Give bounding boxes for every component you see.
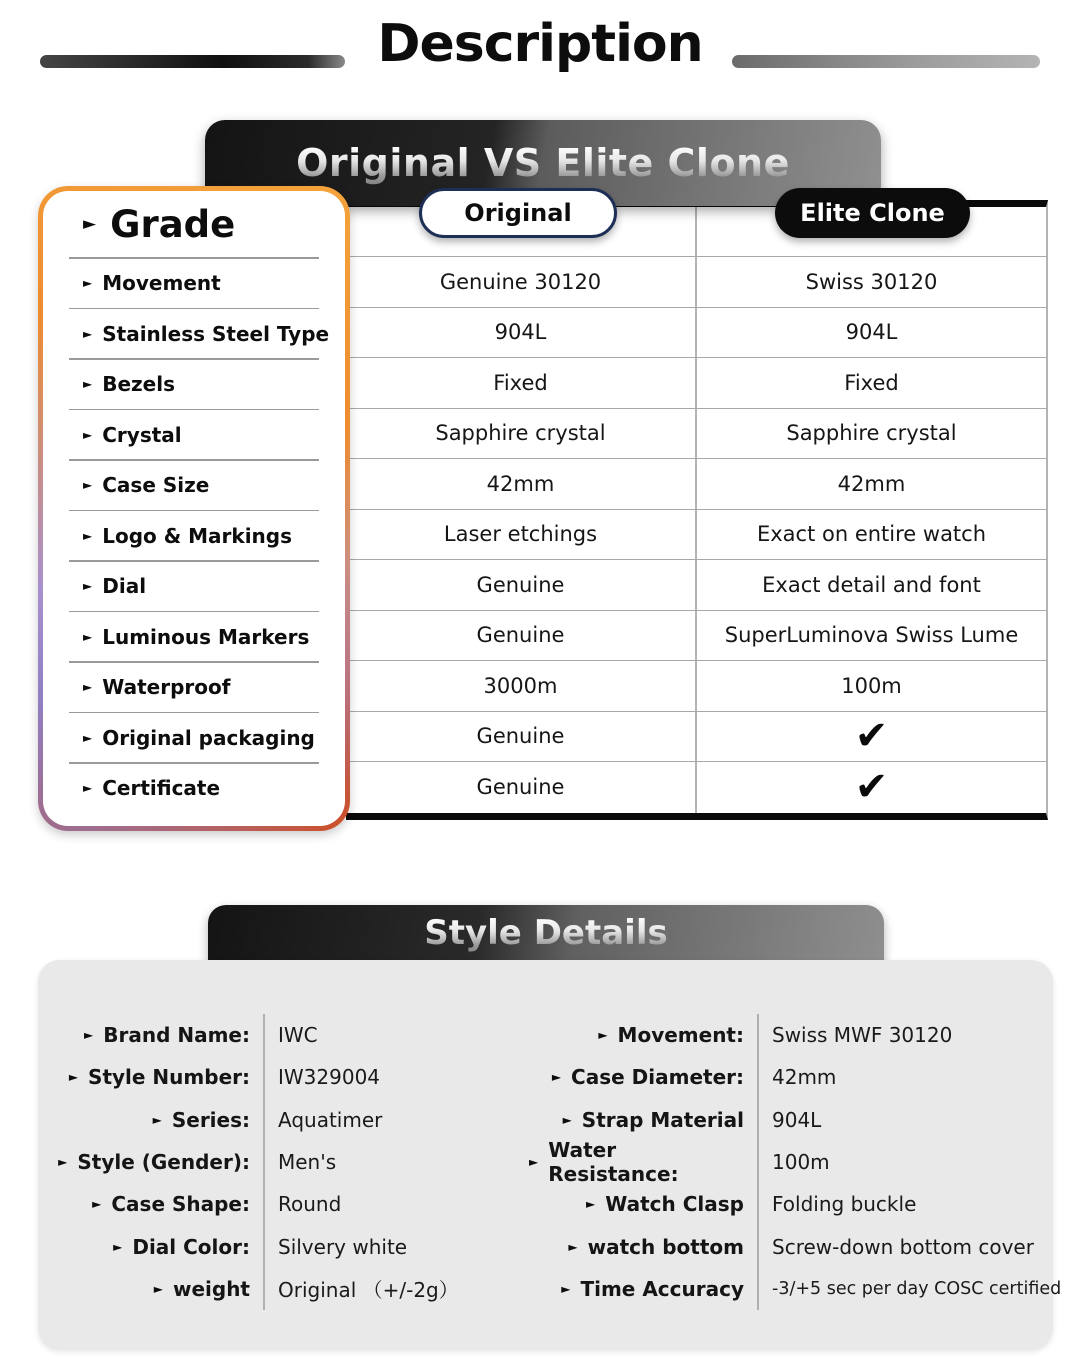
spec-row xyxy=(529,1138,1061,1187)
title-rule-left xyxy=(40,55,345,68)
grade-item xyxy=(43,410,345,459)
spec-label-text: weight xyxy=(172,1276,250,1301)
grade-item xyxy=(43,360,345,409)
grade-card-inner xyxy=(43,191,345,826)
spec-row xyxy=(55,1268,459,1310)
spec-value: 904L xyxy=(757,1099,821,1141)
spec-label xyxy=(55,1108,250,1132)
spec-label-text: Brand Name: xyxy=(103,1023,250,1048)
spec-value: IW329004 xyxy=(263,1056,380,1098)
grade-item-label: Certificate xyxy=(102,776,221,800)
grade-item xyxy=(43,663,345,712)
spec-label-text: Movement: xyxy=(617,1023,744,1048)
spec-label xyxy=(55,1065,250,1089)
bullet-icon: ► xyxy=(83,478,93,492)
bullet-icon: ► xyxy=(83,326,93,341)
table-row xyxy=(346,257,1046,308)
comparison-banner-title: Original VS Elite Clone xyxy=(296,141,790,185)
grade-item-label: Luminous Markers xyxy=(102,624,310,649)
spec-row xyxy=(55,1141,459,1183)
original-cell: Genuine xyxy=(346,611,697,661)
spec-row xyxy=(55,1225,459,1267)
style-details-right-column xyxy=(529,1014,1061,1310)
spec-row xyxy=(529,1014,1061,1056)
grade-item xyxy=(43,511,345,560)
style-details-banner-title: Style Details xyxy=(424,913,668,953)
elite-cell: Exact detail and font xyxy=(762,572,981,597)
original-cell: 904L xyxy=(346,308,697,358)
bullet-icon: ► xyxy=(83,730,93,745)
bullet-icon: ► xyxy=(83,680,93,694)
spec-label-text: Strap Material xyxy=(581,1107,744,1132)
bullet-icon: ► xyxy=(551,1070,562,1085)
elite-cell: 42mm xyxy=(837,471,906,496)
check-icon: ✔ xyxy=(854,764,889,811)
bullet-icon: ► xyxy=(83,377,93,391)
bullet-icon: ► xyxy=(83,781,93,795)
original-cell: Sapphire crystal xyxy=(346,409,697,459)
spec-label-text: watch bottom xyxy=(587,1234,744,1259)
original-cell: Genuine xyxy=(346,712,697,762)
grade-item-label: Dial xyxy=(102,574,147,598)
bullet-icon: ► xyxy=(92,1197,102,1212)
elite-clone-column-pill: Elite Clone xyxy=(775,188,970,238)
original-cell: Laser etchings xyxy=(346,510,697,560)
table-row xyxy=(346,661,1046,712)
table-row xyxy=(346,560,1046,611)
elite-cell: Exact on entire watch xyxy=(756,522,987,547)
bullet-icon: ► xyxy=(586,1197,596,1212)
elite-cell: Fixed xyxy=(844,370,899,395)
grade-item xyxy=(43,713,345,762)
style-details-left-column xyxy=(55,1014,459,1310)
original-cell: 42mm xyxy=(346,459,697,509)
original-cell: Genuine 30120 xyxy=(346,257,697,307)
bullet-icon: ► xyxy=(83,528,93,543)
table-row xyxy=(346,712,1046,763)
table-row xyxy=(346,762,1046,813)
grade-item xyxy=(43,562,345,611)
elite-cell: Sapphire crystal xyxy=(786,421,957,446)
spec-row xyxy=(55,1014,459,1056)
spec-label-text: Series: xyxy=(171,1107,250,1132)
spec-label xyxy=(529,1138,744,1186)
spec-label-text: Time Accuracy xyxy=(580,1276,744,1301)
spec-value: 42mm xyxy=(757,1056,836,1098)
title-rule-right xyxy=(732,55,1040,68)
spec-label-text: Dial Color: xyxy=(132,1234,250,1259)
table-row xyxy=(346,459,1046,510)
spec-label-text: Case Shape: xyxy=(111,1192,250,1217)
table-row xyxy=(346,409,1046,460)
spec-label xyxy=(529,1235,744,1259)
bullet-icon: ► xyxy=(598,1028,608,1043)
spec-value: Silvery white xyxy=(263,1225,407,1267)
grade-title xyxy=(43,191,345,257)
page-title: Description xyxy=(377,14,703,74)
bullet-icon: ► xyxy=(83,276,93,290)
spec-label-text: Style Number: xyxy=(88,1065,250,1090)
spec-label-text: Watch Clasp xyxy=(605,1192,744,1217)
spec-row xyxy=(55,1056,459,1098)
elite-cell: 904L xyxy=(845,320,898,345)
spec-value: Round xyxy=(263,1183,341,1225)
spec-value: IWC xyxy=(263,1014,318,1056)
spec-value: Aquatimer xyxy=(263,1099,382,1141)
table-row xyxy=(346,510,1046,561)
grade-item xyxy=(43,612,345,661)
bullet-icon: ► xyxy=(152,1112,162,1127)
spec-row xyxy=(529,1056,1061,1098)
table-row xyxy=(346,611,1046,662)
grade-item-label: Logo & Markings xyxy=(102,523,293,548)
elite-cell: SuperLuminova Swiss Lume xyxy=(724,623,1019,648)
spec-value: Original （+/-2g） xyxy=(263,1268,459,1310)
grade-item-label: Bezels xyxy=(102,372,176,396)
spec-label xyxy=(529,1108,744,1132)
grade-item-label: Case Size xyxy=(102,473,210,497)
spec-label xyxy=(529,1023,744,1047)
grade-item xyxy=(43,461,345,510)
spec-row xyxy=(55,1099,459,1141)
spec-row xyxy=(529,1225,1061,1267)
original-cell: Genuine xyxy=(346,560,697,610)
grade-item-label: Stainless Steel Type xyxy=(102,321,330,346)
spec-value: Folding buckle xyxy=(757,1183,916,1225)
original-cell: Genuine xyxy=(346,762,697,813)
spec-label xyxy=(55,1150,250,1174)
grade-item-label: Crystal xyxy=(102,422,182,447)
grade-item xyxy=(43,309,345,358)
bullet-icon: ► xyxy=(58,1155,68,1170)
bullet-icon: ► xyxy=(84,1028,94,1043)
bullet-icon: ► xyxy=(83,214,97,234)
spec-row xyxy=(55,1183,459,1225)
grade-item-label: Waterproof xyxy=(102,675,231,699)
bullet-icon: ► xyxy=(561,1281,571,1296)
bullet-icon: ► xyxy=(113,1239,123,1254)
grade-item-label: Movement xyxy=(102,271,221,295)
bullet-icon: ► xyxy=(83,579,93,593)
spec-label xyxy=(529,1065,744,1089)
table-row xyxy=(346,358,1046,409)
bullet-icon: ► xyxy=(153,1281,163,1296)
comparison-table xyxy=(346,200,1048,820)
bullet-icon: ► xyxy=(562,1112,572,1127)
elite-cell: 100m xyxy=(841,673,902,698)
check-icon: ✔ xyxy=(854,713,889,760)
grade-card xyxy=(38,186,350,831)
original-cell: Fixed xyxy=(346,358,697,408)
bullet-icon: ► xyxy=(529,1155,539,1170)
spec-label-text: Water Resistance: xyxy=(548,1138,679,1187)
spec-label xyxy=(55,1192,250,1216)
elite-cell: Swiss 30120 xyxy=(805,269,938,294)
spec-value: Screw-down bottom cover xyxy=(757,1225,1034,1267)
grade-item-label: Original packaging xyxy=(102,725,315,750)
spec-value: -3/+5 sec per day COSC certified xyxy=(757,1268,1061,1310)
spec-value: Swiss MWF 30120 xyxy=(757,1014,952,1056)
grade-item xyxy=(43,764,345,813)
spec-label xyxy=(55,1277,250,1301)
original-column-pill: Original xyxy=(419,188,617,238)
spec-label xyxy=(55,1235,250,1259)
spec-label-text: Style (Gender): xyxy=(77,1150,250,1175)
spec-row xyxy=(529,1268,1061,1310)
spec-label xyxy=(529,1277,744,1301)
spec-label xyxy=(529,1192,744,1216)
spec-row xyxy=(529,1183,1061,1225)
grade-item xyxy=(43,259,345,308)
bullet-icon: ► xyxy=(68,1070,79,1085)
spec-label xyxy=(55,1023,250,1047)
spec-label-text: Case Diameter: xyxy=(571,1065,744,1090)
grade-title-text: Grade xyxy=(110,202,236,246)
spec-row xyxy=(529,1099,1061,1141)
original-cell: 3000m xyxy=(346,661,697,711)
table-row xyxy=(346,308,1046,359)
bullet-icon: ► xyxy=(83,629,93,644)
spec-value: 100m xyxy=(757,1141,830,1183)
bullet-icon: ► xyxy=(568,1239,578,1254)
bullet-icon: ► xyxy=(83,427,93,442)
spec-value: Men's xyxy=(263,1141,336,1183)
